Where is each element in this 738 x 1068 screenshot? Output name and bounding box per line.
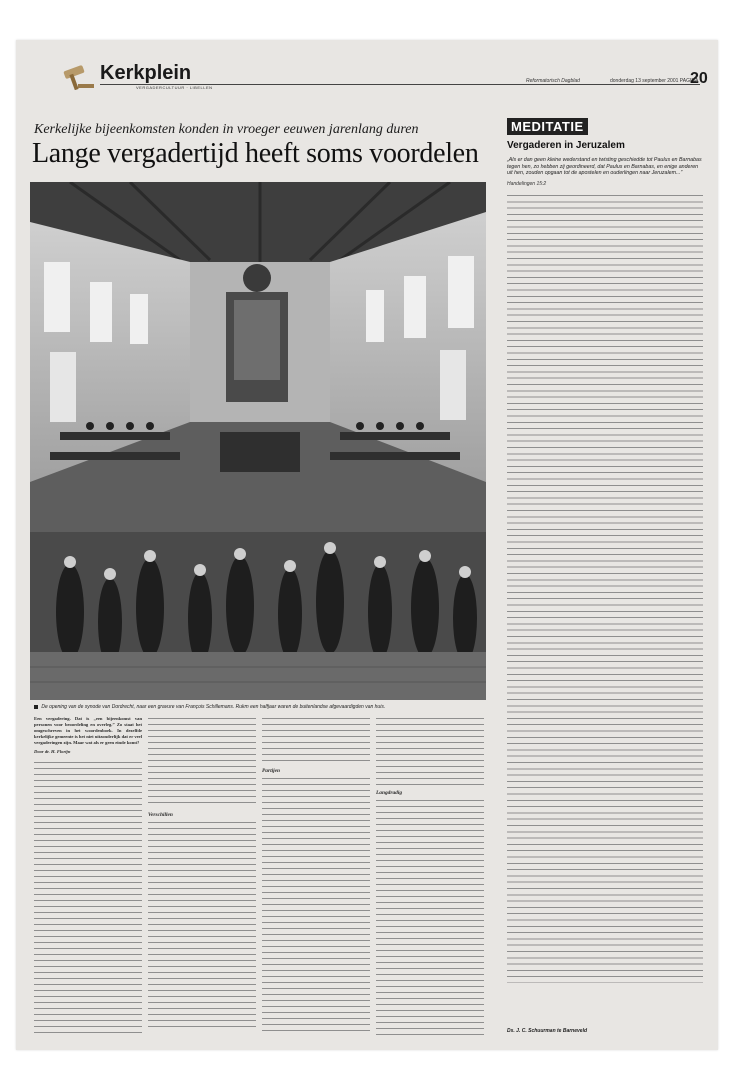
meditatie-reference: Handelingen 15:2 — [507, 180, 547, 187]
article-headline: Lange vergadertijd heeft soms voordelen — [32, 138, 479, 169]
subhead-partijen: Partijen — [262, 768, 280, 774]
image-caption — [34, 704, 494, 710]
paper-date: donderdag 13 september 2001 PAGINA — [610, 78, 699, 84]
meditatie-quote: „Als er dan geen kleine wederstand en twisting geschiedde tot Paulus en Barnabas tegen hen, zo hebben zij geordineerd, dat Paulus en Barnabas, en enige anderen uit hen, zouden opgaan tot de apostelen en ouderlingen naar Jeruzalem...” — [507, 157, 702, 177]
paper-name: Reformatorisch Dagblad — [526, 78, 580, 84]
column-text-block — [262, 776, 370, 1036]
column-text-block — [262, 716, 370, 764]
gavel-icon — [60, 64, 96, 90]
column-text-block — [376, 798, 484, 1036]
meditatie-text-block — [507, 193, 703, 983]
article-byline: Door dr. H. Florijn — [34, 749, 71, 755]
subhead-langdradig: Langdradig — [376, 790, 403, 796]
caption-bullet-icon — [34, 705, 38, 709]
subhead-verschillen: Verschillen — [148, 812, 173, 818]
article-column-1 — [34, 716, 142, 1036]
article-intro: Een vergadering. Dat is „een bijeenkomst van personen voor beoordeling en overleg.” Zo staat het omgeschreven in het woordenboek. In dezelfde kerkelijke gemeente is het niet uitzonderlijk dat er veel vergaderingen zijn. Maar wat als er geen einde komt? — [34, 716, 142, 746]
article-column-4 — [376, 716, 484, 1036]
newspaper-page — [16, 40, 718, 1050]
section-title: Kerkplein — [100, 62, 192, 84]
caption-text: De opening van de synode van Dordrecht, naar een gravure van François Schillemans. Rukm een halfjaar waren de buitenlandse afgevaardigden van huis. — [41, 704, 386, 710]
article-column-2 — [148, 716, 256, 1036]
meditatie-tag: MEDITATIE — [507, 118, 588, 135]
article-kicker: Kerkelijke bijeenkomsten konden in vroeger eeuwen jarenlang duren — [34, 122, 419, 137]
column-text-block — [148, 716, 256, 808]
meditatie-signature: Ds. J. C. Schuurman te Barneveld — [507, 1028, 588, 1034]
page-header — [16, 40, 718, 98]
section-subtitle: VERGADERCULTUUR · LIBELLEN — [136, 85, 213, 90]
column-text-block — [34, 760, 142, 1036]
article-column-3 — [262, 716, 370, 1036]
column-text-block — [376, 716, 484, 786]
meditatie-title: Vergaderen in Jeruzalem — [507, 140, 625, 151]
meditatie-sidebar — [507, 118, 703, 1038]
synod-engraving-image — [30, 182, 486, 700]
page-number: 20 — [690, 70, 708, 87]
column-text-block — [148, 820, 256, 1030]
